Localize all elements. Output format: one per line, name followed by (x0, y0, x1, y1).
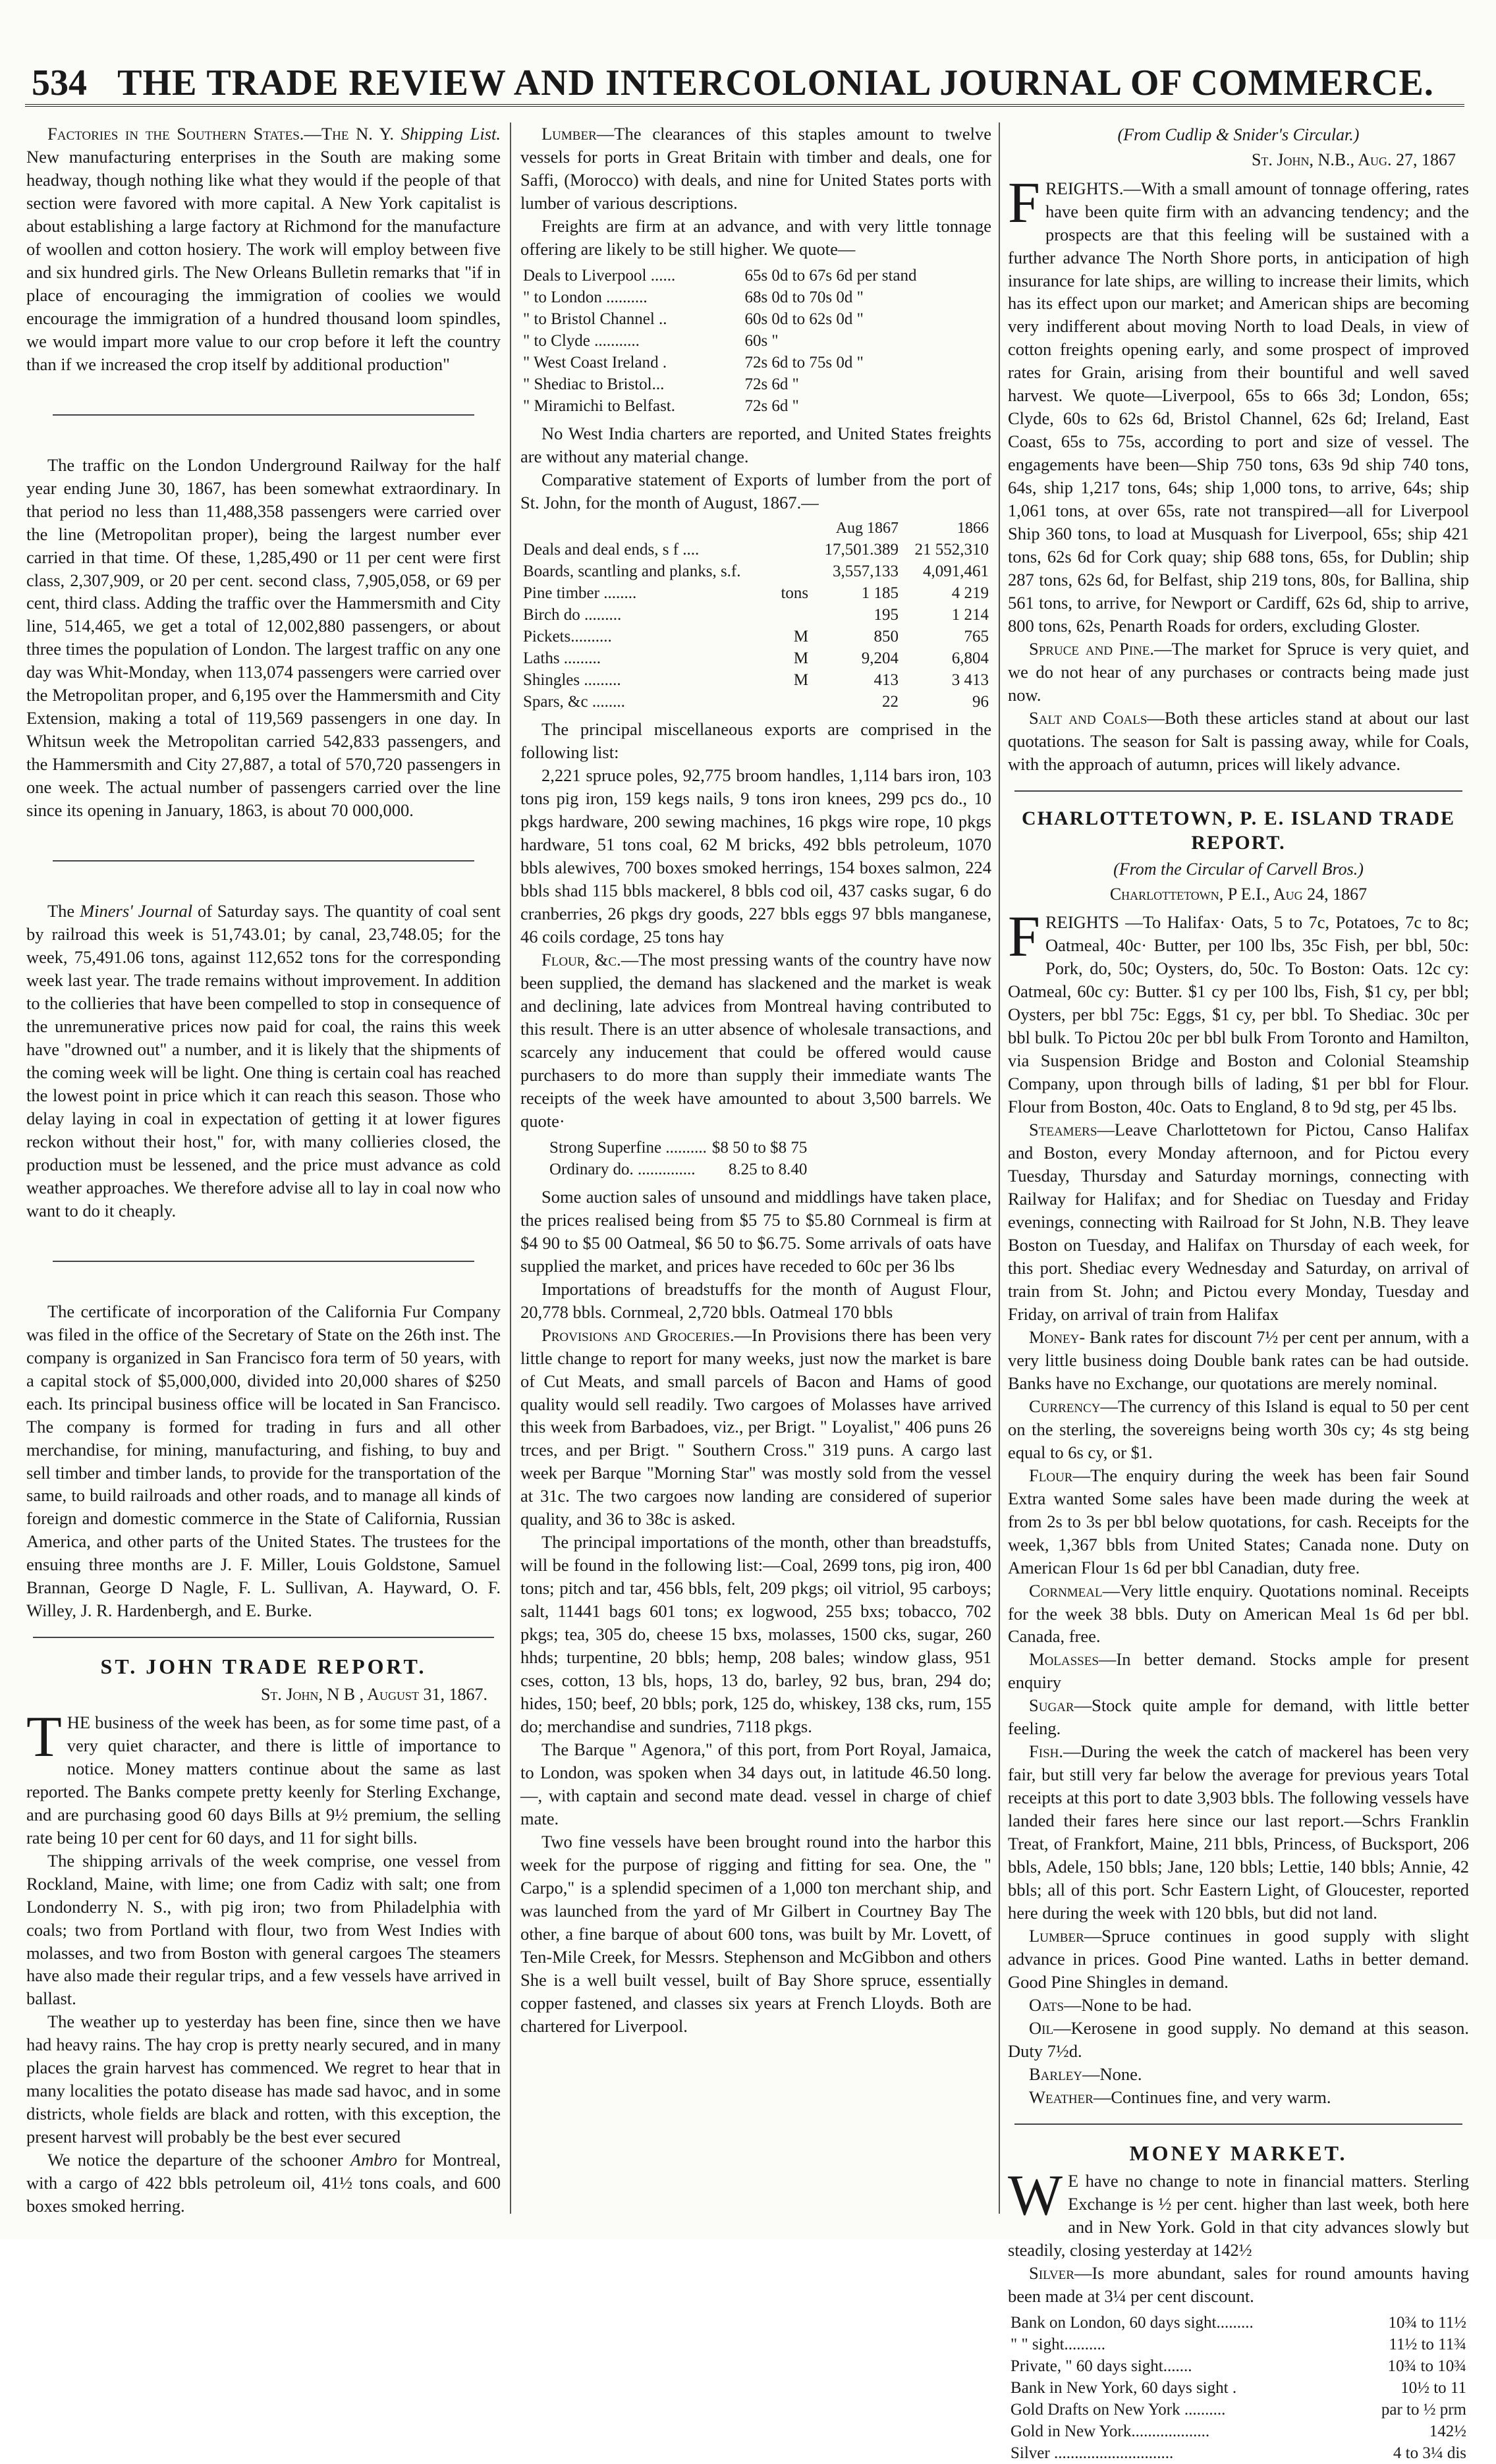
unit-cell (774, 691, 811, 713)
paragraph-text: REIGHTS —To Halifax· Oats, 5 to 7c, Potatoes, 7c to 8c; Oatmeal, 40c· Butter, per 100 lbs, 35c Fish, per bbl, 50c: Pork, do, 50c; Oysters, do, 50c. To Boston: Oats. 12c cy: Oatmeal, 60c cy: Butter. $1 cy per 100 lbs, Fish, $1 cy, per bbl; Oysters, per bbl 75c: Eggs, $1 cy, per bbl. To Shediac. 30c per bbl bulk. To Pictou 20c per bbl bulk From Toronto and Hamilton, via Suspension Bridge and Boston and Colonial Steamship Company, upon through bills of lading, $1 per bbl for Flour. Flour from Boston, 40c. Oats to England, 8 to 9d stg, per 45 lbs. (1008, 912, 1469, 1117)
paragraph (26, 1705, 501, 1849)
item-cell: Pine timber ........ (523, 584, 637, 603)
unit-cell (774, 561, 811, 582)
table-row (520, 330, 991, 352)
paragraph-text: —Stock quite ample for demand, with little better feeling. (1008, 1695, 1469, 1739)
price-cell: 8.25 to 8.40 (728, 1160, 808, 1178)
paragraph-lead: Molasses (1029, 1649, 1099, 1670)
unit-cell (774, 539, 811, 561)
paragraph: Comparative statement of Exports of lumber from the port of St. John, for the month of August, 1867.— (520, 469, 991, 512)
item-cell: Deals and deal ends, s f .... (523, 541, 700, 559)
paragraph (1008, 1925, 1469, 1994)
table-column-header: 1866 (957, 519, 989, 537)
paragraph-text: —Both these articles stand at about our last quotations. The season for Salt is passing away, while for Coals, with the approach of autumn, prices will likely advance. (1008, 707, 1470, 774)
paragraph: Some auction sales of unsound and middlings have taken place, the prices realised being from $5 75 to $5.80 Cornmeal is firm at $4 90 to $5 00 Oatmeal, $6 50 to $6.75. Some arrivals of oats have supplied the market, and prices have receded to 60c per 36 lbs (520, 1186, 991, 1276)
paragraph-text: —During the week the catch of mackerel has been very fair, but still very far below the average for previous years Total receipts at this port to date 3,903 bbls. The following vessels have landed their fares here since our last report.—Schrs Franklin Treat, of Frankfort, Maine, 211 bbls, Princess, of Bucksport, 206 bbls, Adele, 150 bbls; Jane, 120 bbls; Lettie, 140 bbls; Annie, 42 bbls; all of this port. Schr Eastern Light, of Gloucester, reported here during the week with 120 bbls, but did not land. (1008, 1741, 1469, 1923)
article-miners-journal: The Miners' Journal of Saturday says. The quantity of coal sent by railroad this week is 51,743.01; by canal, 23,748.05; for the week, 75,491.06 tons, against 112,652 tons for the corresponding week last year. The trade remains without improvement. In addition to the collieries that have been compelled to stop in consequence of the unremunerative prices now paid for coal, the rains this week have "drowned out" a number, and it is likely that the shipments of the coming week will be light. One thing is certain coal has reached the lowest point in price which it can reach this season. Those who delay laying in coal in expectation of getting it at lower figures reckon without their host," for, with many collieries closed, the production must be lessened, and the price must advance as cold weather approaches. We therefore advise all to lay in coal now who want to do it cheaply. (26, 901, 501, 1220)
label-cell: " " sight.......... (1011, 2335, 1106, 2353)
rate-cell: 68s 0d to 70s 0d " (744, 288, 864, 306)
flour-quotes-table (547, 1137, 810, 1180)
article-source: Miners' Journal (80, 901, 193, 921)
table-row (1008, 2421, 1469, 2442)
paragraph (26, 2149, 501, 2218)
drop-cap: W (1008, 2164, 1063, 2228)
table-row (520, 691, 991, 713)
paragraph-text: HE business of the week has been, as for some time past, of a very quiet character, and there is little of importance to notice. Money matters continue about the same as last reported. The Banks compete pretty keenly for Sterling Exchange, and are purchasing good 60 days Bills at 9½ premium, the selling rate being 10 per cent for 60 days, and 11 for sight bills. (26, 1712, 501, 1848)
paragraph-lead: Sugar (1029, 1695, 1074, 1716)
paragraph (1008, 1118, 1469, 1326)
table-row (520, 395, 991, 417)
table-row (520, 582, 991, 604)
rate-cell: 60s 0d to 62s 0d " (744, 310, 864, 328)
item-cell: Shingles ......... (523, 671, 621, 690)
page-number: 534 (32, 63, 87, 103)
paragraph-text: —None. (1082, 2064, 1142, 2084)
paragraph-provisions (520, 1324, 991, 1531)
paragraph-text: —Is more abundant, sales for round amounts having been made at 3¼ per cent discount. (1008, 2262, 1469, 2306)
item-cell: Birch do ......... (523, 606, 622, 624)
route-cell: Deals to Liverpool ...... (523, 266, 676, 285)
paragraph (1008, 707, 1469, 776)
table-row (1008, 2334, 1469, 2355)
paragraph-lead: Spruce and Pine. (1029, 639, 1155, 659)
source-line: (From Cudlip & Snider's Circular.) (1117, 125, 1360, 144)
paragraph-lead: Flour (1029, 1465, 1073, 1485)
value-cell: 195 (873, 606, 899, 624)
table-header-row (520, 518, 991, 539)
value-cell: 3 413 (951, 671, 989, 690)
value-cell: 413 (873, 671, 899, 690)
paragraph-text: We notice the departure of the schooner (47, 2150, 343, 2170)
paragraph (1008, 1740, 1469, 1925)
route-cell: " Miramichi to Belfast. (523, 397, 675, 415)
rate-cell: par to ½ prm (1381, 2400, 1466, 2419)
paragraph-lead: Provisions and Groceries. (541, 1325, 734, 1345)
table-row (520, 265, 991, 287)
paragraph-text: —Leave Charlottetown for Pictou, Canso Halifax and Boston, every Monday afternoon, and for Pictou every Tuesday, Thursday and Saturday mornings, connecting with Railway for Halifax; and for Shediac on Tuesday and Friday evenings, connecting with Railroad for St John, N.B. They leave Boston on Tuesday, and Halifax on Thursday of each week, for this port. Shediac every Wednesday and Saturday, on arrival of train from St. John; and Pictou every Monday, Tuesday and Friday, on arrival of train from Halifax (1008, 1120, 1469, 1324)
grade-cell: Strong Superfine .......... (549, 1138, 707, 1157)
article-divider (1014, 790, 1462, 792)
paragraph (1008, 1994, 1469, 2017)
paragraph: Importations of breadstuffs for the month of August Flour, 20,778 bbls. Cornmeal, 2,720 bbls. Oatmeal 170 bbls (520, 1278, 991, 1322)
table-row (520, 373, 991, 395)
paragraph-lead: Money (1029, 1327, 1080, 1347)
rate-cell: 65s 0d to 67s 6d per stand (744, 266, 917, 285)
paragraph (1008, 1579, 1469, 1649)
value-cell: 17,501.389 (824, 541, 899, 559)
paragraph (1008, 1326, 1469, 1395)
paragraph (1008, 1648, 1469, 1694)
rate-cell: 11½ to 11¾ (1389, 2335, 1466, 2353)
table-column-header: Aug 1867 (835, 519, 899, 537)
paragraph (1008, 1694, 1469, 1740)
paragraph-text: —Kerosene in good supply. No demand at this season. Duty 7½d. (1008, 2017, 1469, 2061)
label-cell: Bank in New York, 60 days sight . (1011, 2378, 1237, 2397)
value-cell: 850 (873, 628, 899, 646)
paragraph (1008, 638, 1469, 707)
freight-rates-table (520, 265, 991, 417)
paragraph-lead: Flour, &c. (541, 950, 621, 970)
rate-cell: 10½ to 11 (1400, 2378, 1466, 2397)
unit-cell: M (793, 649, 809, 668)
paragraph (1008, 1464, 1469, 1579)
rate-cell: 60s " (744, 331, 779, 350)
paragraph (1008, 1395, 1469, 1464)
paragraph: No West India charters are reported, and United States freights are without any material change. (520, 423, 991, 466)
paragraph-text: —Continues fine, and very warm. (1093, 2087, 1331, 2107)
table-row (520, 647, 991, 669)
paragraph (1008, 2017, 1469, 2063)
article-body: New manufacturing enterprises in the South are making some headway, though nothing like what they would if the people of that section were favored with more capital. A New York capitalist is about establishing a large factory at Richmond for the manufacture of woollen and cotton hosiery. The work will employ between five and six hundred girls. The New Orleans Bulletin remarks that "if in place of encouraging the immigration of coolies we would encourage the immigration of a hundred thousand loom spindles, we would impart more value to our crop before it left the country than if we increased the crop itself by additional production" (26, 146, 501, 374)
paragraph-text: —In Provisions there has been very little change to report for many weeks, just now the market is bare of Cut Meats, and small parcels of Bacon and Hams of good quality would sell readily. Two cargoes of Molasses have arrived this week from Barbadoes, viz., per Brigt. " Loyalist," 406 puns 26 trces, and per Brigt. " Southern Cross." 319 puns. A cargo last week per Barque "Morning Star" was mostly sold from the vessel at 31c. The two cargoes now landing are considered of superior quality, and 36 to 38c is asked. (520, 1325, 992, 1529)
paragraph-lead: Silver (1029, 2262, 1074, 2283)
table-row (520, 352, 991, 373)
paragraph: The weather up to yesterday has been fine, since then we have had heavy rains. The hay crop is pretty nearly secured, and in many places the grain harvest has commenced. We regret to hear that in many localities the potato disease has made sad havoc, and in some districts, whole fields are black and rotten, with this exception, the present harvest will probably be the best ever secured (26, 2012, 501, 2147)
paragraph-lead: Lumber (1029, 1926, 1084, 1946)
article-fur-company: The certificate of incorporation of the California Fur Company was filed in the office of the Secretary of State on the 26th inst. The company is organized in San Francisco fora term of 50 years, with a capital stock of $5,000,000, divided into 20,000 shares of $250 each. Its principal business office will be located in San Francisco. The company is formed for trading in furs and all other merchandise, for mining, manufacturing, and fishing, to buy and sell timber and timber lands, to provide for the transportation of the same, to build railroads and other roads, and to manage all kinds of foreign and domestic commerce in the State of California, Russian America, and other parts of the United States. The trustees for the ensuing three months are J. F. Miller, Louis Goldstone, Samuel Brannan, George D Nagle, F. L. Sullivan, A. Hayward, O. F. Willey, J. R. Hardenbergh, and E. Burke. (26, 1301, 501, 1621)
label-cell: Bank on London, 60 days sight......... (1011, 2313, 1254, 2332)
paragraph-text: —In better demand. Stocks ample for present enquiry (1008, 1649, 1469, 1693)
article-divider (53, 414, 474, 416)
paragraph-text: for Montreal, with a cargo of 422 bbls petroleum oil, 41½ tons coals, and 600 boxes smoked herring. (26, 2150, 501, 2216)
paragraph-text: —The enquiry during the week has been fair Sound Extra wanted Some sales have been made during the week at from 2s to 3s per bbl below quotations, for cash. Receipts for the week, 1,367 bbls from United States; Canada none. Duty on American Flour 1s 6d per bbl Canadian, duty free. (1008, 1465, 1469, 1577)
paragraph-freights (1008, 905, 1469, 1118)
table-row (547, 1159, 810, 1180)
label-cell: Gold in New York................... (1011, 2422, 1210, 2440)
rate-cell: 142½ (1429, 2422, 1466, 2440)
grade-cell: Ordinary do. .............. (549, 1160, 696, 1178)
dateline: Charlottetown, P E.I., Aug 24, 1867 (1109, 885, 1368, 904)
paragraph-text: —Very little enquiry. Quotations nominal. Receipts for the week 38 bbls. Duty on American Meal 1s 6d per bbl. Canada, free. (1008, 1580, 1469, 1647)
paragraph-text: —None to be had. (1063, 1994, 1192, 2015)
paragraph-lumber (520, 123, 991, 215)
paragraph-lead: Salt and Coals (1029, 707, 1148, 728)
route-cell: " to London .......... (523, 288, 648, 306)
paragraph: The shipping arrivals of the week comprise, one vessel from Rockland, Maine, with lime; one from Cadiz with salt; one from Londonderry N. S., with pig iron; two from Philadelphia with coals; two from Portland with flour, two from West Indies with molasses, and two from Boston with general cargoes The steamers have also made their regular trips, and a few vessels have arrived in ballast. (26, 1850, 501, 2009)
rate-cell: 72s 6d " (744, 397, 799, 415)
paragraph-text: E have no change to note in financial matters. Sterling Exchange is ½ per cent. higher than last week, both here and in New York. Gold in that city advances slowly but steadily, closing yesterday at 142½ (1008, 2171, 1469, 2260)
article-divider (1014, 2123, 1462, 2125)
label-cell: Private, " 60 days sight....... (1011, 2357, 1192, 2375)
value-cell: 4 219 (951, 584, 989, 603)
label-cell: Silver ............................. (1011, 2444, 1174, 2462)
source-line: (From the Circular of Carvell Bros.) (1113, 859, 1364, 879)
table-row (520, 626, 991, 647)
article-divider (53, 1261, 474, 1262)
price-cell: $8 50 to $8 75 (711, 1138, 808, 1157)
article-divider (33, 1637, 494, 1638)
value-cell: 22 (882, 693, 899, 711)
paragraph-lead: Lumber (541, 124, 597, 144)
item-cell: Boards, scantling and planks, s.f. (523, 562, 741, 581)
paragraph (1008, 2086, 1469, 2109)
drop-cap: T (26, 1705, 62, 1769)
value-cell: 765 (964, 628, 989, 646)
exchange-rates-table (1008, 2312, 1469, 2464)
paragraph-text: —The currency of this Island is equal to 50 per cent on the sterling, the sovereigns being worth 30s cy; 4s stg being equal to 6s cy, or $1. (1008, 1396, 1469, 1462)
route-cell: " Shediac to Bristol... (523, 375, 665, 393)
drop-cap: F (1008, 905, 1040, 970)
article-divider (53, 860, 474, 862)
value-cell: 1 214 (951, 606, 989, 624)
table-row (520, 669, 991, 691)
value-cell: 6,804 (951, 649, 989, 668)
article-source: Shipping List. (401, 124, 501, 144)
item-cell: Pickets.......... (523, 628, 612, 646)
paragraph: The principal importations of the month, other than breadstuffs, will be found in the following list:—Coal, 2699 tons, pig iron, 400 tons; pitch and tar, 456 bbls, felt, 209 pkgs; oil vitriol, 95 carboys; salt, 11441 bags 601 tons; ex logwood, 255 bxs; tobacco, 702 pkgs; tea, 305 do, cheese 15 bxs, molasses, 1500 cks, sugar, 260 hhds; turpentine, 20 bbls; hemp, 208 bales; window glass, 951 cses, cotton, 13 bls, hops, 13 do, barley, 92 bus, bran, 294 do; hides, 150; beef, 20 bbls; pork, 125 do, whiskey, 138 cks, rum, 155 do; merchandise and sundries, 7118 pkgs. (520, 1532, 991, 1737)
paragraph (1008, 2063, 1469, 2086)
unit-cell: M (793, 628, 809, 646)
vessel-name: Ambro (350, 2150, 398, 2170)
paragraph-lead: Oats (1029, 1994, 1064, 2015)
table-row (520, 539, 991, 561)
paragraph-text: REIGHTS.—With a small amount of tonnage offering, rates have been quite firm with an advancing tendency; and the prospects are that this feeling will be sustained with a further advance The North Shore ports, in anticipation of high insurance for late ships, are willing to increase their limits, which has its effect upon our market; and American ships are becoming very indifferent about moving North to load Deals, in view of cotton freights opening early, and some prospect of improved rates for Grain, arising from their bountiful and well saved harvest. We quote—Liverpool, 65s to 66s 3d; London, 65s; Clyde, 60s to 62s 6d, Bristol Channel, 62s 6d; Ireland, East Coast, 65s to 75s, according to port and size of vessel. The engagements have been—Ship 750 tons, 63s 9d ship 740 tons, 64s, ship 1,217 tons, 64s; ship 1,000 tons, to arrive, 64s; ship 1,061 tons, at over 65s, rate not transpired—all for Liverpool Ship 360 tons, to load at Musquash for Liverpool, 65s; ship 421 tons, 62s 6d for Cork quay; ship 688 tons, 65s, for Dublin; ship 287 tons, 62s 6d, for Belfast, ship 219 tons, 80s, for Ballina, ship 561 tons, to arrive, for Newport or Cardiff, 62s 6d, ship to arrive, 800 tons, 62s, Penarth Roads for orders, excluding Gloster. (1008, 178, 1469, 636)
table-row (1008, 2355, 1469, 2377)
page-header (25, 53, 1464, 107)
paragraph-text: - Bank rates for discount 7½ per cent per annum, with a very little business doing Double bank rates can be had outside. Banks have no Exchange, our quotations are merely nominal. (1008, 1327, 1469, 1393)
paragraph-lead: Fish. (1029, 1741, 1063, 1762)
dateline: St. John, N.B., Aug. 27, 1867 (1251, 150, 1456, 170)
table-row (1008, 2377, 1469, 2399)
table-row (520, 604, 991, 626)
paragraph-lead: Cornmeal (1029, 1580, 1103, 1601)
value-cell: 1 185 (861, 584, 899, 603)
paragraph: The principal miscellaneous exports are comprised in the following list: (520, 719, 991, 763)
table-row (547, 1137, 810, 1159)
table-row (1008, 2399, 1469, 2421)
value-cell: 9,204 (861, 649, 899, 668)
value-cell: 4,091,461 (923, 562, 989, 581)
paragraph-flour (520, 948, 991, 1133)
unit-cell: tons (781, 584, 809, 603)
column-two (520, 123, 991, 2220)
route-cell: " West Coast Ireland . (523, 353, 667, 371)
paragraph-lead: Weather (1029, 2087, 1094, 2107)
value-cell: 21 552,310 (914, 541, 989, 559)
article-body: of Saturday says. The quantity of coal sent by railroad this week is 51,743.01; by canal, 23,748.05; for the week, 75,491.06 tons, against 112,652 tons for the corresponding week last year. The trade remains without improvement. In addition to the collieries that have been compelled to stop in consequence of the unremunerative prices now paid for coal, the rains this week have "drowned out" a number, and it is likely that the shipments of the coming week will be light. One thing is certain coal has reached the lowest point in price which it can reach this season. Those who delay laying in coal in expectation of getting it at lower figures reckon without their host," for, with many collieries closed, the production must be lessened, and the price must advance as cold weather approaches. We therefore advise all to lay in coal now who want to do it cheaply. (26, 901, 501, 1220)
paragraph-text: —The market for Spruce is very quiet, and we do not hear of any purchases or contracts being made just now. (1008, 639, 1469, 705)
label-cell: Gold Drafts on New York .......... (1011, 2400, 1226, 2419)
section-heading-charlottetown: CHARLOTTETOWN, P. E. ISLAND TRADE REPORT. (1021, 807, 1456, 854)
rate-cell: 10¾ to 11½ (1388, 2313, 1466, 2332)
table-row (1008, 2442, 1469, 2464)
table-row (520, 561, 991, 582)
paragraph-text: —The most pressing wants of the country have now been supplied, the demand has slackened and the market is weak and declining, late advices from Montreal having contributed to this result. There is an utter absence of wholesale transactions, and scarcely any inducement that could be offered would cause purchasers to do more than supply their immediate wants The receipts of the week have amounted to about 3,500 barrels. We quote· (520, 950, 992, 1131)
rate-cell: 10¾ to 10¾ (1387, 2357, 1466, 2375)
paragraph-money-market (1008, 2164, 1469, 2262)
paragraph: The Barque " Agenora," of this port, from Port Royal, Jamaica, to London, was spoken when 34 days out, in latitude 46.50 long. —, with captain and second mate dead. vessel in charge of chief mate. (520, 1739, 991, 1828)
paragraph-text: —The clearances of this staples amount to twelve vessels for ports in Great Britain with timber and deals, one for Saffi, (Morocco) with deals, and nine for United States ports with lumber of various descriptions. (520, 124, 991, 213)
column-divider (510, 123, 511, 2214)
drop-cap: F (1008, 171, 1040, 235)
article-underground-railway: The traffic on the London Underground Railway for the half year ending June 30, 1867, has been somewhat extraordinary. In that period no less than 11,488,358 passengers were carried over the line (Metropolitan proper), being the largest number ever carried in that time. Of these, 1,285,490 or 11 per cent were first class, 2,307,909, or 20 per cent. second class, 7,905,058, or 69 per cent, third class. Adding the traffic over the Hammersmith and City line, 514,465, we get a total of 12,002,880 passengers, or about three times the population of London. The largest traffic on any one day was Whit-Monday, when 113,074 passengers were carried over the Metropolitan proper, and 6,195 over the Hammersmith and City Extension, making a total of 119,569 passengers in one day. In Whitsun week the Metropolitan carried 542,833 passengers, and the Hammersmith and City 27,887, a total of 570,720 passengers in one week. The actual number of passengers carried over the line since its opening in January, 1863, is about 70 000,000. (26, 454, 501, 821)
value-cell: 96 (972, 693, 989, 711)
column-one (26, 123, 501, 2220)
paragraph: Two fine vessels have been brought round into the harbor this week for the purpose of rigging and fitting for sea. One, the " Carpo," is a splendid specimen of a 1,000 ton merchant ship, and was launched from the yard of Mr Gilbert in Courtney Bay The other, a fine barque of about 600 tons, was built by Mr. Lovett, of Ten-Mile Creek, for Messrs. Stephenson and McGibbon and others She is a well built vessel, built of Bay Shore spruce, essentially copper fastened, and classes six years at French Lloyds. Both are chartered for Liverpool. (520, 1831, 991, 2036)
value-cell: 3,557,133 (833, 562, 899, 581)
article-factories (26, 123, 501, 376)
paragraph-misc-exports: 2,221 spruce poles, 92,775 broom handles, 1,114 bars iron, 103 tons pig iron, 159 kegs nails, 9 tons iron knees, 299 pcs do., 10 pkgs hardware, 200 sewing machines, 16 pkgs wire rope, 10 pkgs hardware, 51 tons coal, 62 M bricks, 492 bbls petroleum, 1070 bbls alewives, 700 boxes smoked herrings, 154 boxes salmon, 224 bbls shad 115 bbls mackerel, 8 bbls cod oil, 437 casks sugar, 6 do cranberries, 26 pkgs dry goods, 227 bbls eggs 97 bbls manganese, 46 coils cordage, 25 tons hay (520, 765, 991, 947)
column-divider (999, 123, 1000, 2214)
rate-cell: 72s 6d to 75s 0d " (744, 353, 864, 371)
paragraph (1008, 2262, 1469, 2308)
table-row (520, 308, 991, 330)
journal-title: THE TRADE REVIEW AND INTERCOLONIAL JOURNAL OF COMMERCE. (117, 63, 1434, 103)
paragraph-text: —Spruce continues in good supply with slight advance in prices. Good Pine wanted. Laths in better demand. Good Pine Shingles in demand. (1008, 1926, 1469, 1992)
lumber-exports-table (520, 518, 991, 713)
paragraph-lead: Oil (1029, 2017, 1054, 2038)
route-cell: " to Bristol Channel .. (523, 310, 667, 328)
route-cell: " to Clyde ........... (523, 331, 640, 350)
paragraph-lead: Barley (1029, 2064, 1083, 2084)
table-row (1008, 2312, 1469, 2334)
unit-cell (774, 604, 811, 626)
table-row (520, 287, 991, 308)
paragraph-lead: Steamers (1029, 1120, 1097, 1140)
article-lead: Factories in the Southern States.—The N. Y. (47, 124, 394, 144)
paragraph-freights: Freights are firm at an advance, and with very little tonnage offering are likely to be still higher. We quote— (520, 215, 991, 259)
paragraph-lead: Currency (1029, 1396, 1101, 1416)
dateline: St. John, N B , August 31, 1867. (260, 1684, 487, 1704)
item-cell: Spars, &c ........ (523, 693, 625, 711)
section-heading-st-john: ST. JOHN TRADE REPORT. (100, 1655, 427, 1679)
section-heading-money-market: MONEY MARKET. (1129, 2141, 1348, 2165)
paragraph-freights (1008, 171, 1469, 638)
rate-cell: 72s 6d " (744, 375, 799, 393)
unit-cell: M (793, 671, 809, 690)
column-three (1008, 123, 1470, 2462)
item-cell: Laths ......... (523, 649, 601, 668)
rate-cell: 4 to 3¼ dis (1393, 2444, 1466, 2462)
